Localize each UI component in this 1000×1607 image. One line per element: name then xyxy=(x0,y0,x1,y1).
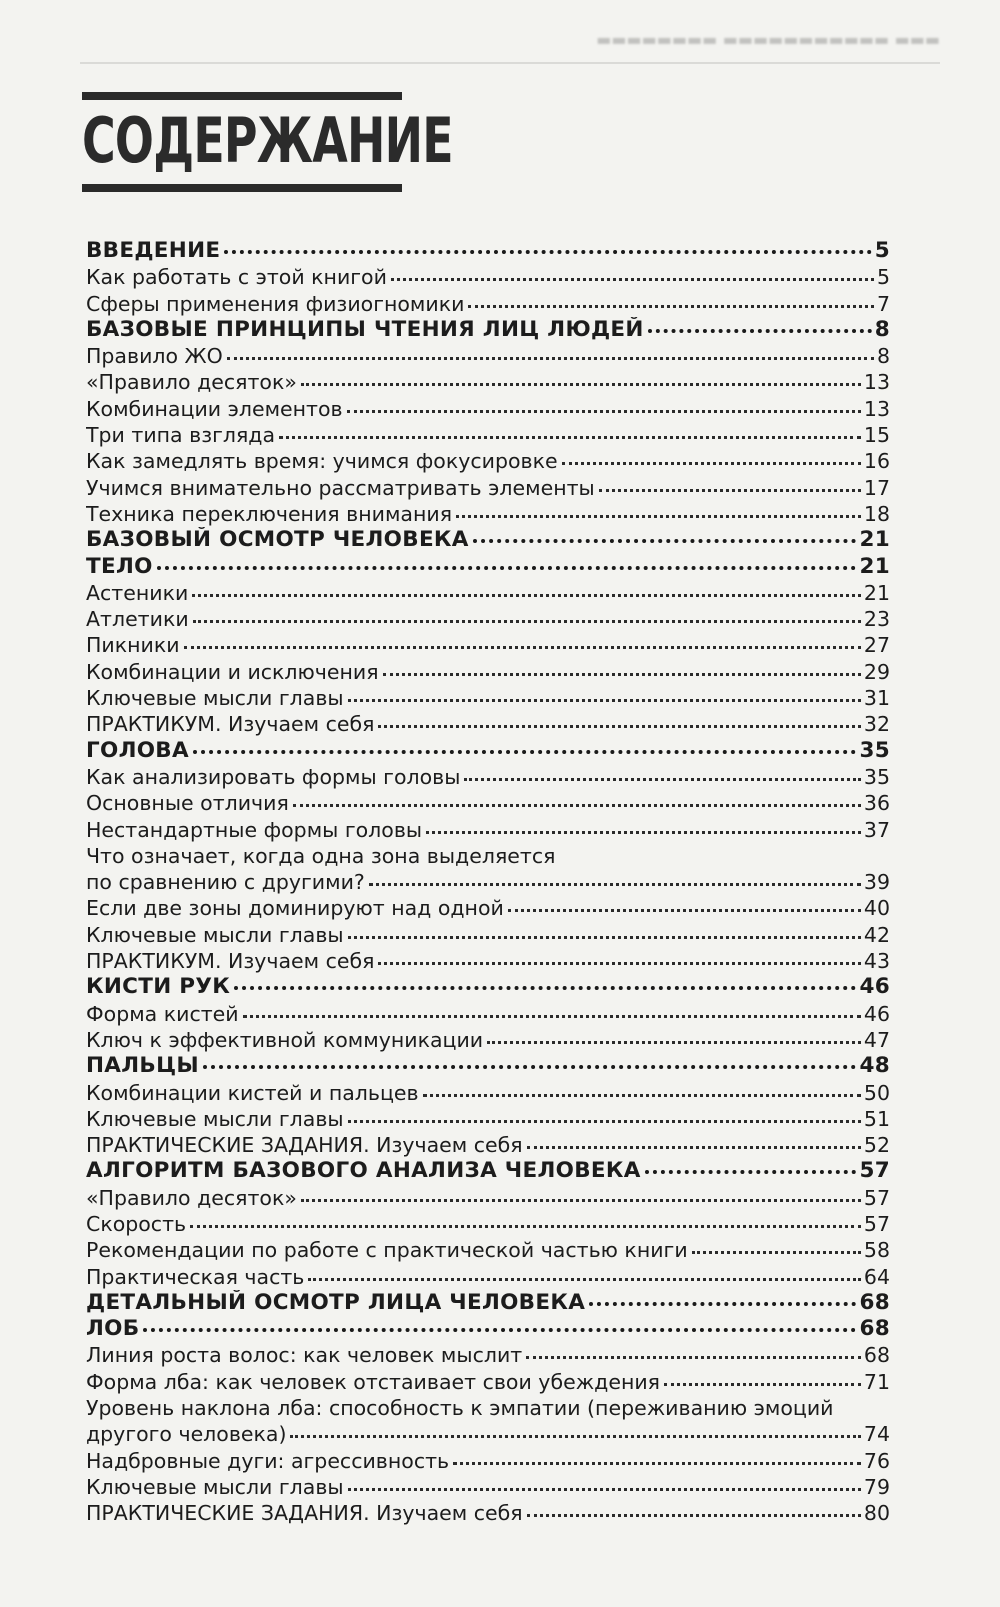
dot-leader xyxy=(423,1094,861,1097)
toc-entry xyxy=(86,895,890,921)
toc-section-heading xyxy=(86,1316,890,1342)
toc-page-number: 57 xyxy=(859,1158,890,1184)
toc-entry-title: Ключевые мысли главы xyxy=(86,1106,344,1131)
toc-page-number: 32 xyxy=(863,712,890,737)
toc-page-number: 13 xyxy=(863,396,890,421)
table-of-contents xyxy=(86,238,890,1527)
dot-leader xyxy=(468,305,874,308)
dot-leader xyxy=(190,1225,861,1228)
toc-entry xyxy=(86,475,890,501)
toc-entry xyxy=(86,1264,890,1290)
dot-leader xyxy=(648,329,872,333)
toc-entry-title: ЛОБ xyxy=(86,1316,140,1342)
toc-entry xyxy=(86,817,890,843)
toc-entry xyxy=(86,1132,890,1158)
dot-leader xyxy=(348,699,861,702)
toc-entry-title: Ключевые мысли главы xyxy=(86,686,344,711)
toc-section-heading xyxy=(86,527,890,553)
toc-page-number: 48 xyxy=(859,1053,890,1079)
toc-page-number: 76 xyxy=(863,1448,890,1473)
toc-entry-title: Форма лба: как человек отстаивает свои убеждения xyxy=(86,1369,661,1394)
toc-entry xyxy=(86,1448,890,1474)
toc-entry-title: КИСТИ РУК xyxy=(86,974,231,1000)
toc-entry-title: ПРАКТИЧЕСКИЕ ЗАДАНИЯ. Изучаем себя xyxy=(86,1133,523,1158)
toc-entry-title: Как замедлять время: учимся фокусировке xyxy=(86,449,558,474)
toc-entry-title: другого человека) xyxy=(86,1422,287,1447)
toc-page-number: 36 xyxy=(863,791,890,816)
toc-entry xyxy=(86,843,890,896)
toc-page-number: 46 xyxy=(863,1001,890,1026)
toc-entry-title: Надбровные дуги: агрессивность xyxy=(86,1448,450,1473)
toc-entry xyxy=(86,1395,890,1448)
toc-entry xyxy=(86,685,890,711)
toc-entry xyxy=(86,580,890,606)
dot-leader xyxy=(348,1488,861,1491)
toc-entry xyxy=(86,264,890,290)
toc-entry-line xyxy=(86,843,890,869)
toc-entry xyxy=(86,422,890,448)
toc-page-number: 16 xyxy=(863,449,890,474)
toc-page-number: 43 xyxy=(863,949,890,974)
toc-entry xyxy=(86,948,890,974)
toc-entry xyxy=(86,1080,890,1106)
toc-page-number: 13 xyxy=(863,370,890,395)
toc-entry-title: Ключевые мысли главы xyxy=(86,1474,344,1499)
toc-entry-title: Форма кистей xyxy=(86,1001,239,1026)
toc-entry xyxy=(86,291,890,317)
title-rule-top xyxy=(82,92,402,100)
toc-page-number: 21 xyxy=(859,553,890,579)
toc-entry xyxy=(86,1027,890,1053)
toc-section-heading xyxy=(86,554,890,580)
dot-leader xyxy=(227,357,874,360)
title-block xyxy=(82,92,453,192)
toc-entry xyxy=(86,501,890,527)
toc-entry-title: Пикники xyxy=(86,633,180,658)
toc-page-number: 39 xyxy=(863,870,890,895)
toc-page-number: 37 xyxy=(863,817,890,842)
toc-section-heading xyxy=(86,1053,890,1079)
toc-entry-title: Нестандартные формы головы xyxy=(86,817,423,842)
toc-entry-title: Что означает, когда одна зона выделяется xyxy=(86,843,556,868)
toc-page-number: 68 xyxy=(863,1343,890,1368)
dot-leader xyxy=(378,725,860,728)
dot-leader xyxy=(224,250,871,254)
toc-section-heading xyxy=(86,738,890,764)
dot-leader xyxy=(369,883,861,886)
toc-entry-title: Основные отличия xyxy=(86,791,289,816)
toc-page-number: 17 xyxy=(863,475,890,500)
toc-entry-line xyxy=(86,1395,890,1421)
toc-page-number: 8 xyxy=(874,316,890,342)
toc-entry xyxy=(86,711,890,737)
toc-entry-title: Сферы применения физиогномики xyxy=(86,291,465,316)
toc-entry-title: ПАЛЬЦЫ xyxy=(86,1053,199,1079)
dot-leader xyxy=(464,778,861,781)
dot-leader xyxy=(456,515,861,518)
toc-entry xyxy=(86,343,890,369)
toc-entry xyxy=(86,1106,890,1132)
toc-page-number: 80 xyxy=(863,1501,890,1526)
dot-leader xyxy=(645,1170,857,1174)
toc-page-number: 46 xyxy=(859,974,890,1000)
toc-entry xyxy=(86,1237,890,1263)
toc-entry xyxy=(86,1474,890,1500)
dot-leader xyxy=(589,1302,856,1306)
toc-page-number: 21 xyxy=(863,580,890,605)
dot-leader xyxy=(562,462,861,465)
toc-entry-title: Комбинации элементов xyxy=(86,396,343,421)
toc-entry-title: ТЕЛО xyxy=(86,553,153,579)
toc-section-heading xyxy=(86,1158,890,1184)
dot-leader xyxy=(157,566,857,570)
toc-entry xyxy=(86,448,890,474)
toc-page-number: 21 xyxy=(859,527,890,553)
toc-entry-title: БАЗОВЫЕ ПРИНЦИПЫ ЧТЕНИЯ ЛИЦ ЛЮДЕЙ xyxy=(86,316,644,342)
toc-page-number: 40 xyxy=(863,896,890,921)
dot-leader xyxy=(348,936,861,939)
toc-page-number: 51 xyxy=(863,1106,890,1131)
toc-entry-title: ВВЕДЕНИЕ xyxy=(86,238,221,263)
toc-entry-title: Комбинации и исключения xyxy=(86,659,379,684)
toc-page-number: 5 xyxy=(876,265,890,290)
dot-leader xyxy=(487,1041,861,1044)
page-title: СОДЕРЖАНИЕ xyxy=(82,104,453,177)
toc-page-number: 31 xyxy=(863,686,890,711)
toc-page-number: 27 xyxy=(863,633,890,658)
toc-entry xyxy=(86,369,890,395)
dot-leader xyxy=(301,1199,861,1202)
dot-leader xyxy=(234,986,856,990)
toc-page-number: 35 xyxy=(859,737,890,763)
toc-entry-title: Комбинации кистей и пальцев xyxy=(86,1080,419,1105)
dot-leader xyxy=(279,436,861,439)
toc-entry-title: Линия роста волос: как человек мыслит xyxy=(86,1343,523,1368)
dot-leader xyxy=(143,1328,856,1332)
dot-leader xyxy=(378,962,860,965)
toc-page-number: 7 xyxy=(876,291,890,316)
dot-leader xyxy=(193,750,857,754)
toc-page-number: 50 xyxy=(863,1080,890,1105)
toc-section-heading xyxy=(86,1290,890,1316)
toc-entry-title: Скорость xyxy=(86,1211,187,1236)
toc-page-number: 29 xyxy=(863,659,890,684)
toc-page-number: 71 xyxy=(863,1369,890,1394)
toc-entry xyxy=(86,790,890,816)
dot-leader xyxy=(243,1015,861,1018)
toc-entry-title: БАЗОВЫЙ ОСМОТР ЧЕЛОВЕКА xyxy=(86,527,469,553)
toc-entry-title: Если две зоны доминируют над одной xyxy=(86,896,504,921)
toc-page-number: 68 xyxy=(859,1316,890,1342)
dot-leader xyxy=(192,594,861,597)
toc-entry-title: ПРАКТИКУМ. Изучаем себя xyxy=(86,949,375,974)
toc-entry-title: Техника переключения внимания xyxy=(86,501,453,526)
dot-leader xyxy=(347,410,861,413)
toc-entry-title: Как анализировать формы головы xyxy=(86,764,461,789)
toc-page-number: 52 xyxy=(863,1133,890,1158)
dot-leader xyxy=(508,909,861,912)
toc-entry xyxy=(86,1500,890,1526)
toc-entry-title: Уровень наклона лба: способность к эмпатии (переживанию эмоций xyxy=(86,1396,834,1421)
dot-leader xyxy=(664,1383,861,1386)
toc-entry xyxy=(86,659,890,685)
toc-entry-title: ДЕТАЛЬНЫЙ ОСМОТР ЛИЦА ЧЕЛОВЕКА xyxy=(86,1289,586,1315)
dot-leader xyxy=(391,278,874,281)
toc-page-number: 8 xyxy=(876,344,890,369)
title-rule-bottom xyxy=(82,184,402,192)
toc-entry-title: «Правило десяток» xyxy=(86,1185,297,1210)
dot-leader xyxy=(692,1251,861,1254)
toc-page-number: 74 xyxy=(863,1422,890,1447)
toc-entry-title: ПРАКТИЧЕСКИЕ ЗАДАНИЯ. Изучаем себя xyxy=(86,1501,523,1526)
header-rule xyxy=(80,62,940,64)
toc-page-number: 47 xyxy=(863,1027,890,1052)
dot-leader xyxy=(193,620,861,623)
toc-entry-title: Правило ЖО xyxy=(86,344,223,369)
toc-entry xyxy=(86,1185,890,1211)
toc-section-heading xyxy=(86,974,890,1000)
toc-entry-line xyxy=(86,869,890,895)
toc-entry xyxy=(86,1001,890,1027)
toc-page-number: 18 xyxy=(863,501,890,526)
dot-leader xyxy=(301,383,861,386)
dot-leader xyxy=(526,1356,861,1359)
dot-leader xyxy=(308,1278,861,1281)
toc-entry xyxy=(86,1342,890,1368)
toc-entry-title: АЛГОРИТМ БАЗОВОГО АНАЛИЗА ЧЕЛОВЕКА xyxy=(86,1158,641,1184)
toc-entry xyxy=(86,764,890,790)
dot-leader xyxy=(527,1514,861,1517)
dot-leader xyxy=(184,646,861,649)
toc-entry-title: ГОЛОВА xyxy=(86,737,189,763)
running-header-show-through: ▬▬▬ ▬▬▬▬▬▬▬▬▬▬▬ ▬▬▬▬▬▬▬▬ xyxy=(596,30,940,49)
toc-entry-title: Ключ к эффективной коммуникации xyxy=(86,1027,484,1052)
toc-page-number: 23 xyxy=(863,607,890,632)
toc-entry xyxy=(86,922,890,948)
toc-page-number: 58 xyxy=(863,1238,890,1263)
toc-entry-title: Как работать с этой книгой xyxy=(86,265,387,290)
toc-page-number: 79 xyxy=(863,1474,890,1499)
dot-leader xyxy=(599,489,861,492)
dot-leader xyxy=(527,1146,861,1149)
toc-entry xyxy=(86,1369,890,1395)
dot-leader xyxy=(473,539,857,543)
toc-entry-title: Три типа взгляда xyxy=(86,423,276,448)
toc-page-number: 57 xyxy=(863,1211,890,1236)
dot-leader xyxy=(290,1435,860,1438)
dot-leader xyxy=(203,1065,857,1069)
toc-section-heading xyxy=(86,317,890,343)
toc-entry-title: Учимся внимательно рассматривать элементы xyxy=(86,475,595,500)
toc-entry-title: Астеники xyxy=(86,580,189,605)
toc-entry xyxy=(86,1211,890,1237)
toc-entry-title: Практическая часть xyxy=(86,1264,305,1289)
dot-leader xyxy=(426,831,861,834)
toc-entry-title: Ключевые мысли главы xyxy=(86,922,344,947)
toc-entry-title: по сравнению с другими? xyxy=(86,870,365,895)
toc-page-number: 64 xyxy=(863,1264,890,1289)
toc-entry-line xyxy=(86,1421,890,1447)
dot-leader xyxy=(453,1462,861,1465)
toc-entry-title: «Правило десяток» xyxy=(86,370,297,395)
toc-entry-title: Атлетики xyxy=(86,607,189,632)
toc-entry-title: ПРАКТИКУМ. Изучаем себя xyxy=(86,712,375,737)
toc-entry xyxy=(86,396,890,422)
dot-leader xyxy=(348,1120,861,1123)
toc-entry xyxy=(86,606,890,632)
toc-section-heading xyxy=(86,238,890,264)
toc-entry xyxy=(86,632,890,658)
toc-page-number: 5 xyxy=(874,238,890,263)
toc-page-number: 15 xyxy=(863,423,890,448)
toc-page-number: 42 xyxy=(863,922,890,947)
dot-leader xyxy=(293,804,861,807)
toc-page-number: 68 xyxy=(859,1289,890,1315)
toc-page-number: 35 xyxy=(863,764,890,789)
dot-leader xyxy=(383,673,861,676)
toc-page-number: 57 xyxy=(863,1185,890,1210)
toc-entry-title: Рекомендации по работе с практической частью книги xyxy=(86,1238,688,1263)
